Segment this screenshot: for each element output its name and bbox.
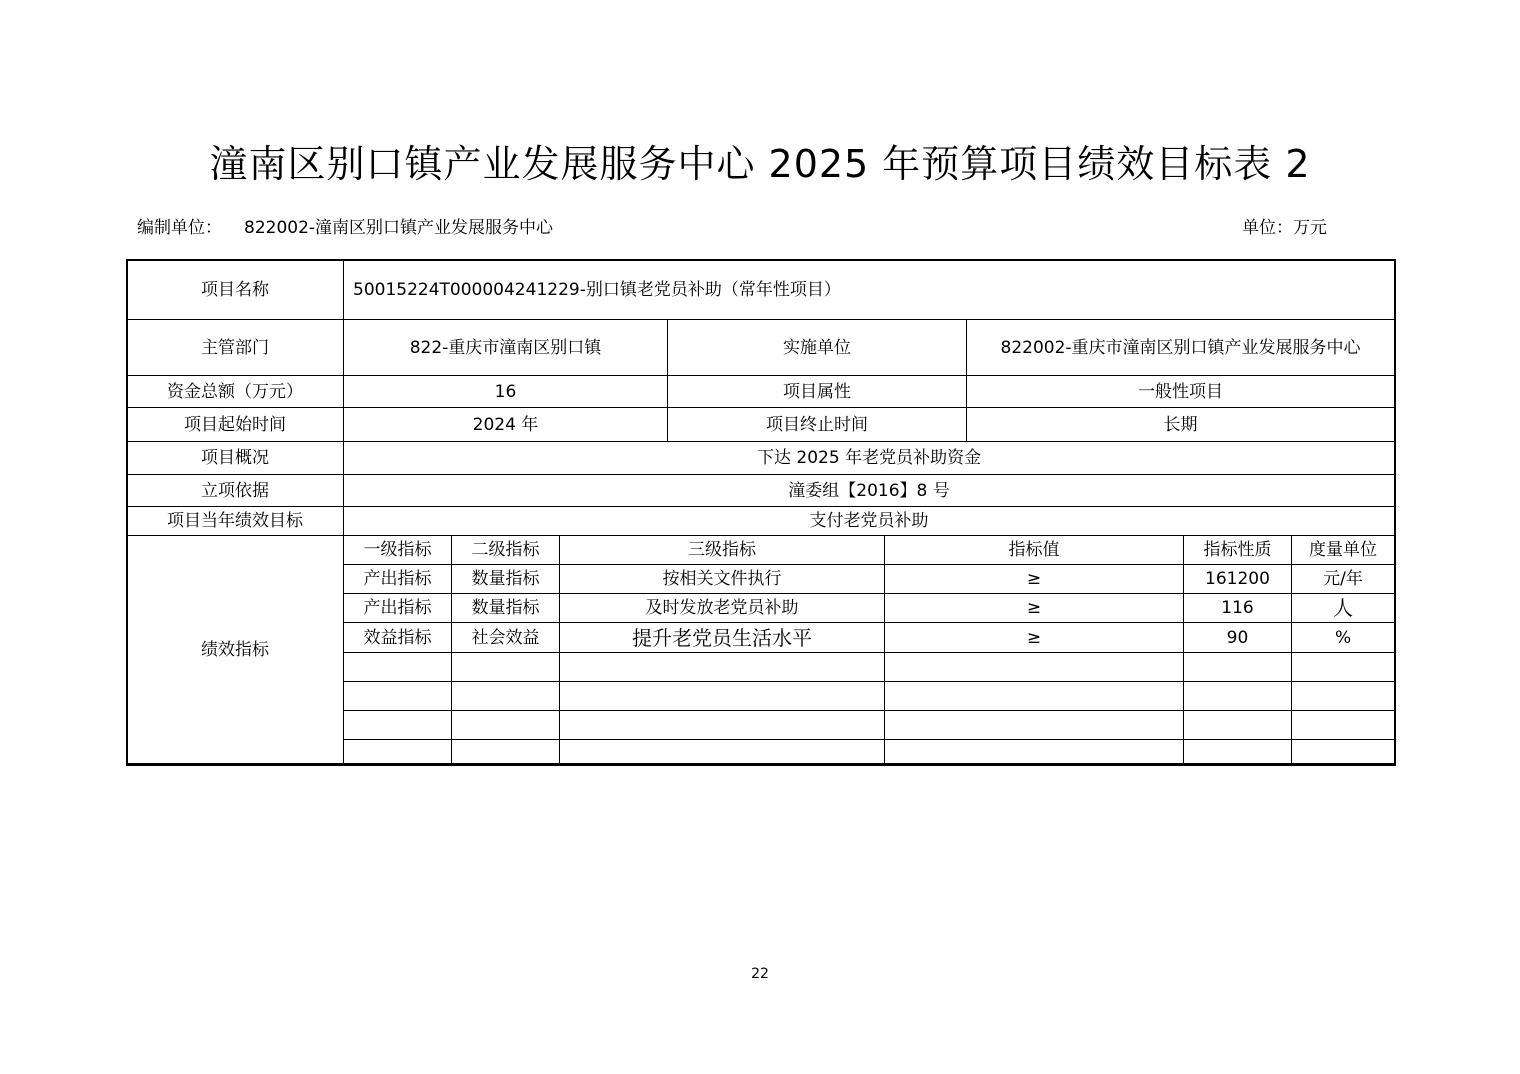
dept-value: 822-重庆市潼南区别口镇 bbox=[344, 320, 668, 376]
header-unit: 度量单位 bbox=[1292, 536, 1395, 565]
row2-level3: 及时发放老党员补助 bbox=[560, 594, 885, 623]
row3-value: ≥ bbox=[885, 623, 1184, 653]
basis-label: 立项依据 bbox=[127, 475, 344, 507]
fund-label: 资金总额（万元） bbox=[127, 376, 344, 408]
header-nature: 指标性质 bbox=[1184, 536, 1292, 565]
row3-nature: 90 bbox=[1184, 623, 1292, 653]
row1-level2: 数量指标 bbox=[452, 565, 560, 594]
compile-unit bbox=[137, 216, 553, 240]
goal-value: 支付老党员补助 bbox=[344, 507, 1395, 536]
header-level3: 三级指标 bbox=[560, 536, 885, 565]
start-value: 2024 年 bbox=[344, 408, 668, 442]
dept-label: 主管部门 bbox=[127, 320, 344, 376]
basis-value: 潼委组【2016】8 号 bbox=[344, 475, 1395, 507]
project-name-label: 项目名称 bbox=[127, 260, 344, 320]
attr-value: 一般性项目 bbox=[967, 376, 1395, 408]
row3-level1: 效益指标 bbox=[344, 623, 452, 653]
row2-level2: 数量指标 bbox=[452, 594, 560, 623]
attr-label: 项目属性 bbox=[668, 376, 967, 408]
page-number: 22 bbox=[751, 966, 769, 982]
row1-nature: 161200 bbox=[1184, 565, 1292, 594]
fund-value: 16 bbox=[344, 376, 668, 408]
end-value: 长期 bbox=[967, 408, 1395, 442]
row2-level1: 产出指标 bbox=[344, 594, 452, 623]
row3-level2: 社会效益 bbox=[452, 623, 560, 653]
row2-nature: 116 bbox=[1184, 594, 1292, 623]
impl-label: 实施单位 bbox=[668, 320, 967, 376]
row1-value: ≥ bbox=[885, 565, 1184, 594]
header-level2: 二级指标 bbox=[452, 536, 560, 565]
row2-value: ≥ bbox=[885, 594, 1184, 623]
row1-level1: 产出指标 bbox=[344, 565, 452, 594]
row1-unit: 元/年 bbox=[1292, 565, 1395, 594]
goal-label: 项目当年绩效目标 bbox=[127, 507, 344, 536]
start-label: 项目起始时间 bbox=[127, 408, 344, 442]
money-unit: 单位：万元 bbox=[1242, 218, 1327, 238]
page-title: 潼南区别口镇产业发展服务中心 2025 年预算项目绩效目标表 2 bbox=[209, 142, 1311, 186]
row1-level3: 按相关文件执行 bbox=[560, 565, 885, 594]
row3-level3: 提升老党员生活水平 bbox=[560, 623, 885, 653]
performance-table bbox=[126, 259, 1395, 764]
impl-value: 822002-重庆市潼南区别口镇产业发展服务中心 bbox=[967, 320, 1395, 376]
compile-unit-value: 822002-潼南区别口镇产业发展服务中心 bbox=[244, 218, 554, 238]
header-level1: 一级指标 bbox=[344, 536, 452, 565]
project-name-value: 50015224T000004241229-别口镇老党员补助（常年性项目） bbox=[344, 260, 1395, 320]
compile-unit-label: 编制单位： bbox=[137, 218, 222, 238]
row3-unit: % bbox=[1292, 623, 1395, 653]
overview-value: 下达 2025 年老党员补助资金 bbox=[344, 442, 1395, 475]
row2-unit: 人 bbox=[1292, 594, 1395, 623]
perf-label: 绩效指标 bbox=[127, 536, 344, 764]
header-value: 指标值 bbox=[885, 536, 1184, 565]
overview-label: 项目概况 bbox=[127, 442, 344, 475]
end-label: 项目终止时间 bbox=[668, 408, 967, 442]
